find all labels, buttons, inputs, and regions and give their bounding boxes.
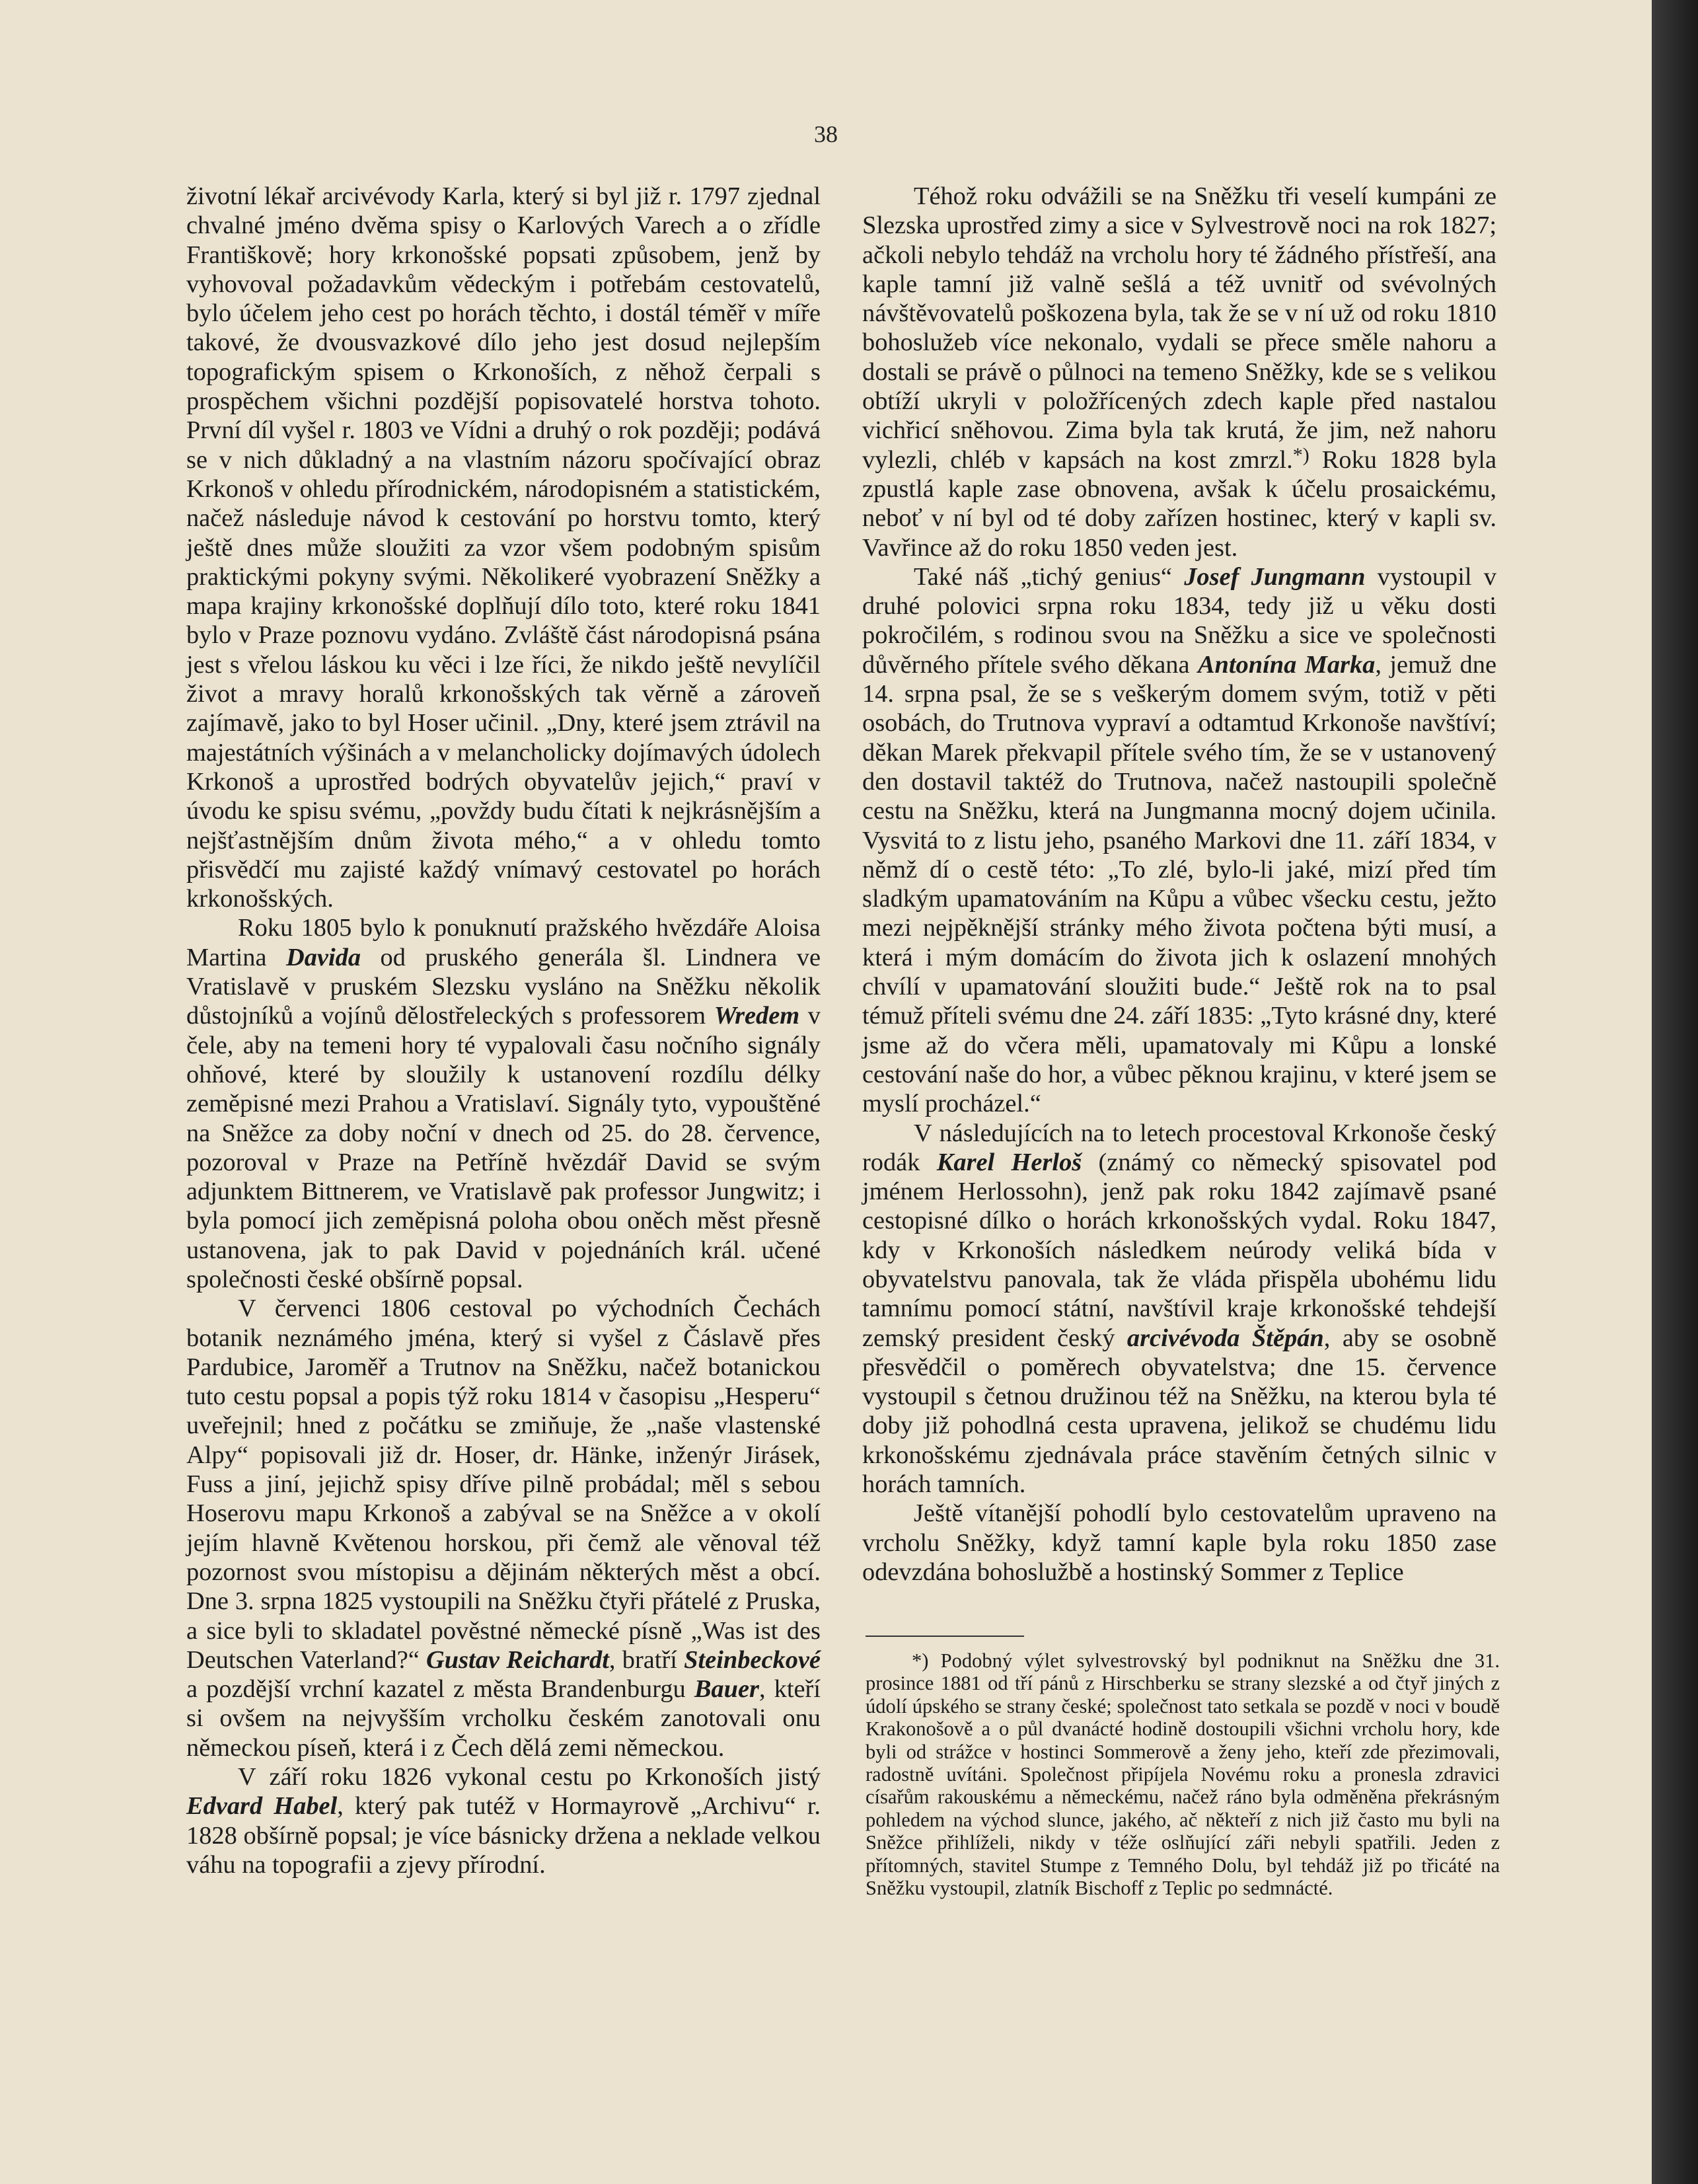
footnote-reference: *) (1292, 443, 1310, 466)
person-name: Josef Jungmann (1184, 562, 1366, 591)
paragraph: V září roku 1826 vykonal cestu po Krkonoších jistý Edvard Habel, který pak tutéž v Hormayrově „Archivu“ r. 1828 obšírně popsal; je více básnicky držena a neklade velkou váhu na topografii a zjevy přírodní. (186, 1763, 821, 1879)
person-name: Steinbeckové (684, 1645, 821, 1674)
person-name: Edvard Habel (186, 1792, 338, 1821)
paragraph: V červenci 1806 cestoval po východních Čechách botanik neznámého jména, který si vyšel z Čáslavě přes Pardubice, Jaroměř a Trutnov na Sněžku, načež botanickou tuto cestu popsal a popis týž roku 1814 v časopisu „Hesperu“ uveřejnil; hned z počátku se zmiňuje, že „naše vlastenské Alpy“ popisovali již dr. Hoser, dr. Hänke, inženýr Jirásek, Fuss a jiní, jejichž spisy dříve pilně probádal; měl s sebou Hoserovu mapu Krkonoš a zabýval se na Sněžce a v okolí jejím hlavně Květenou horskou, při čemž ale věnoval též pozornost svou místopisu a dějinám některých měst a obcí. Dne 3. srpna 1825 vystoupili na Sněžku čtyři přátelé z Pruska, a sice byli to skladatel pověstné německé písně „Was ist des Deutschen Vaterland?“ Gustav Reichardt, bratří Steinbeckové a pozdější vrchní kazatel z města Brandenburgu Bauer, kteří si ovšem na nejvyšším vrcholku českém zanotovali onu německou píseň, která i z Čech dělá zemi německou. (186, 1295, 821, 1762)
paragraph: životní lékař arcivévody Karla, který si byl již r. 1797 zjednal chvalné jméno dvěma spisy o Karlových Varech a o zřídle Františkově; hory krkonošské popsati způsobem, jenž by vyhovoval požadavkům vědeckým i potřebám cestovatelů, bylo účelem jeho cest po horách těchto, i dostál téměř v míře takové, že dvousvazkové dílo jeho jest dosud nejlepším topografickým spisem o Krkonoších, z něhož čerpali s prospěchem všichni pozdější popisovatelé horstva tohoto. První díl vyšel r. 1803 ve Vídni a druhý o rok později; podává se v nich důkladný a na vlastním názoru spočívající obraz Krkonoš v ohledu přírodnickém, národopisném a statistickém, načež následuje návod k cestování po horstvu tomto, který ještě dnes může sloužiti za vzor všem podobným spisům praktickými pokyny svými. Několikeré vyobrazení Sněžky a mapa krajiny krkonošské doplňují dílo toto, které roku 1841 bylo v Praze poznovu vydáno. Zvláště část národopisná psána jest s vřelou láskou ku věci i lze říci, že nikdo ještě nevylíčil život a mravy horalů krkonošských tak věrně a zároveň zajímavě, jako to byl Hoser učinil. „Dny, které jsem ztrávil na majestátních výšinách a v melancholicky dojímavých údolech Krkonoš a uprostřed bodrých obyvatelův jejich,“ praví v úvodu ke spisu svému, „povždy budu čítati k nejkrásnějším a nejšťastnějším dnům života mého,“ a v ohledu tomto přisvědčí mu zajisté každý vnímavý cestovatel po horách krkonošských. (186, 182, 821, 913)
footnote: *) Podobný výlet sylvestrovský byl podniknut na Sněžku dne 31. prosince 1881 od tří pánů z Hirschberku se strany slezské a od čtyř jiných z údolí úpského se strany české; společnost tato setkala se pozdě v noci v boudě Krakonošově a o půl dvanácté hodině dostoupili všichni vrcholu hory, kde byli od strážce v hostinci Sommerově a ženy jeho, kteří zde přezimovali, radostně uvítáni. Společnost připíjela Novému roku a pronesla zdravici císařům rakouskému a německému, načež ráno byla odměněna překrásným pohledem na východ slunce, jakého, ač někteří z nich již často mu byli na Sněžce přihlíželi, nikdy v téže oslňující záři nebyli spatřili. Jeden z přítomných, stavitel Stumpe z Temného Dolu, byl tehdáž již po třicáté na Sněžku vystoupil, zlatník Bischoff z Teplic po sedmnácté. (866, 1649, 1500, 1900)
person-name: arcivévoda Štěpán (1126, 1324, 1324, 1352)
person-name: Davida (286, 943, 361, 971)
paragraph: Téhož roku odvážili se na Sněžku tři veselí kumpáni ze Slezska uprostřed zimy a sice v Sylvestrově noci na rok 1827; ačkoli nebylo tehdáž na vrcholu hory té žádného přístřeší, ana kaple tamní již valně sešlá a též uvnitř od svévolných návštěvovatelů poškozena byla, tak že se v ní už od roku 1810 bohoslužeb více nekonalo, vydali se přece směle nahoru a dostali se právě o půlnoci na temeno Sněžky, kde se s velikou obtíží ukryli v položřícených zdech kaple před nastalou vichřicí sněhovou. Zima byla tak krutá, že jim, než nahoru vylezli, chléb v kapsách na kost zmrzl.*) Roku 1828 byla zpustlá kaple zase obnovena, avšak k účelu prosaickému, neboť v ní byl od té doby zařízen hostinec, který v kapli sv. Vavřince až do roku 1850 veden jest. (862, 182, 1496, 562)
person-name: Wredem (714, 1002, 800, 1030)
paragraph: Ještě vítanější pohodlí bylo cestovatelům upraveno na vrcholu Sněžky, když tamní kaple byla roku 1850 zase odevzdána bohoslužbě a hostinský Sommer z Teplice (862, 1499, 1496, 1586)
page-number: 38 (814, 121, 838, 147)
book-binding-edge (1652, 0, 1698, 2184)
person-name: Karel Herloš (936, 1148, 1082, 1176)
left-column (186, 182, 821, 1879)
right-column (862, 182, 1496, 1587)
paragraph: Roku 1805 bylo k ponuknutí pražského hvězdáře Aloisa Martina Davida od pruského generála šl. Lindnera ve Vratislavě v pruském Slezsku vysláno na Sněžku několik důstojníků a vojínů dělostřeleckých s professorem Wredem v čele, aby na temeni hory té vypalovali času nočního signály ohňové, které by sloužily k ustanovení rozdílu délky zeměpisné mezi Prahou a Vratislaví. Signály tyto, vypouštěné na Sněžce za doby noční v dnech od 25. do 28. července, pozoroval v Praze na Petříně hvězdář David se svým adjunktem Bittnerem, ve Vratislavě pak professor Jungwitz; i byla pomocí jich zeměpisná poloha obou oněch měst přesně ustanovena, jak to pak David v pojednáních král. učené společnosti české obšírně popsal. (186, 914, 821, 1293)
paragraph: V následujících na to letech procestoval Krkonoše český rodák Karel Herloš (známý co německý spisovatel pod jménem Herlossohn), jenž pak roku 1842 zajímavě psané cestopisné dílko o horách krkonošských vydal. Roku 1847, kdy v Krkonoších následkem neúrody veliká bída v obyvatelstvu panovala, tak že vláda přispěla ubohému lidu tamnímu pomocí státní, navštívil kraje krkonošské tehdejší zemský president český arcivévoda Štěpán, aby se osobně přesvědčil o poměrech obyvatelstva; dne 15. července vystoupil s četnou družinou též na Sněžku, na kterou byla té doby již pohodlná cesta upravena, jelikož se chudému lidu krkonošskému zjednávala práce stavěním četných silnic v horách tamních. (862, 1119, 1496, 1499)
person-name: Antonína Marka (1197, 650, 1376, 679)
footnote-divider (866, 1636, 1024, 1637)
person-name: Bauer (694, 1675, 759, 1704)
person-name: Gustav Reichardt (426, 1645, 609, 1674)
paragraph: Také náš „tichý genius“ Josef Jungmann vystoupil v druhé polovici srpna roku 1834, tedy již u věku dosti pokročilém, s rodinou svou na Sněžku a sice ve společnosti důvěrného přítele svého děkana Antonína Marka, jemuž dne 14. srpna psal, že se s veškerým domem svým, totiž v pěti osobách, do Trutnova vypraví a odtamtud Krkonoše navštíví; děkan Marek překvapil přítele svého tím, že se v ustanovený den dostavil taktéž do Trutnova, načež nastoupili společně cestu na Sněžku, která na Jungmanna mocný dojem učinila. Vysvitá to z listu jeho, psaného Markovi dne 11. září 1834, v němž dí o cestě této: „To zlé, bylo-li jaké, mizí před tím sladkým upamatováním na Kůpu a vůbec všecku cestu, ježto mezi nejpěknější stránky mého života počtena býti musí, a která i mým domácím do života jich k oslazení mnohých chvílí v upamatování sloužiti bude.“ Ještě rok na to psal témuž příteli svému dne 24. září 1835: „Tyto krásné dny, které jsme až do včera měli, upamatovaly mi Kůpu a lonské cestování naše do hor, a vůbec pěknou krajinu, v které jsem se myslí procházel.“ (862, 562, 1496, 1118)
